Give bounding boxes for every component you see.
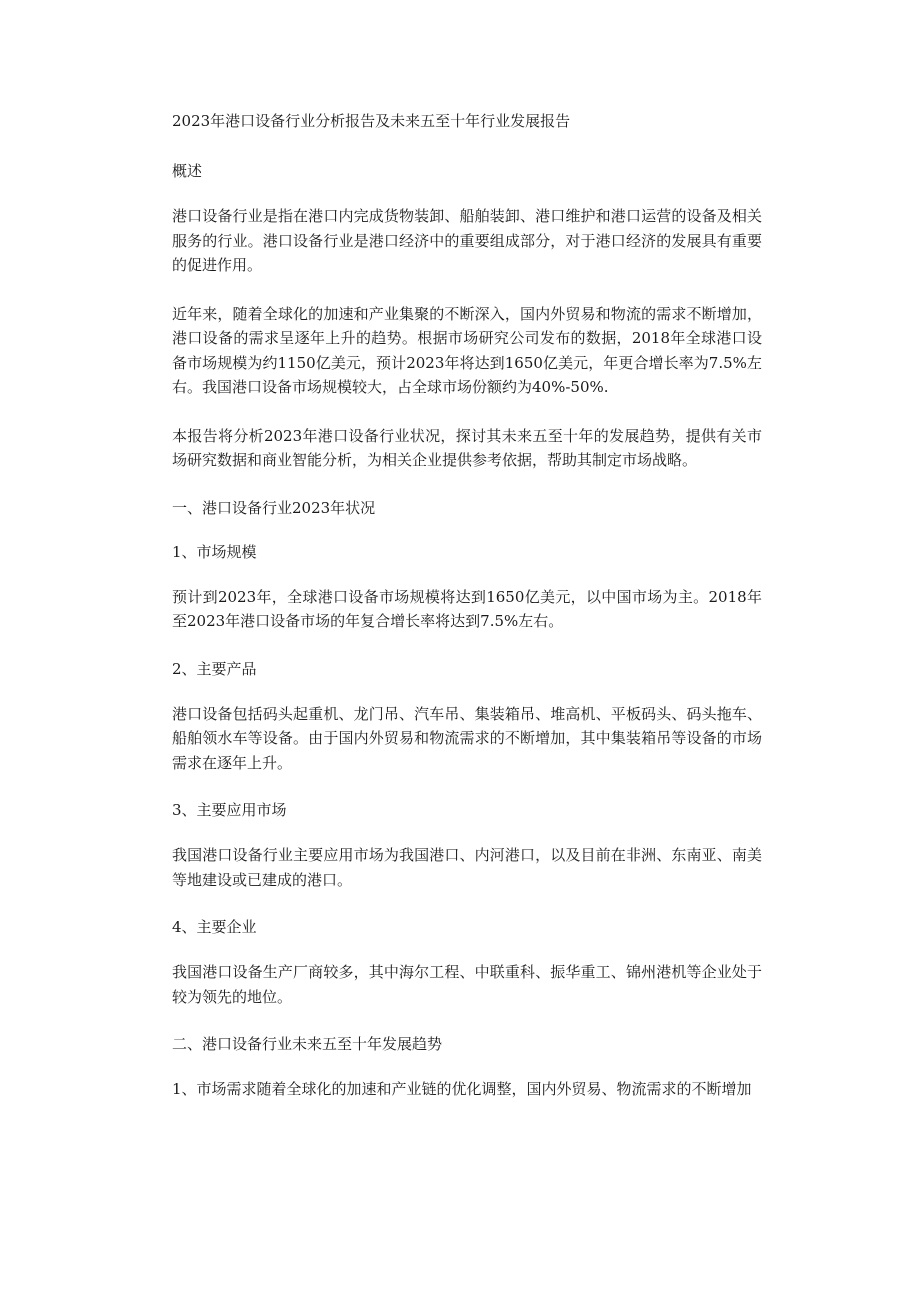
application-market-paragraph: 我国港口设备行业主要应用市场为我国港口、内河港口，以及目前在非洲、东南亚、南美等地建设或已建成的港口。 [172, 846, 762, 889]
main-companies-paragraph: 我国港口设备生产厂商较多，其中海尔工程、中联重科、振华重工、锦州港机等企业处于较为领先的地位。 [172, 963, 762, 1006]
market-demand-paragraph: 1、市场需求随着全球化的加速和产业链的优化调整，国内外贸易、物流需求的不断增加 [172, 1080, 752, 1098]
overview-paragraph-3: 本报告将分析2023年港口设备行业状况，探讨其未来五至十年的发展趋势，提供有关市场研究数据和商业智能分析，为相关企业提供参考依据，帮助其制定市场战略。 [172, 426, 762, 469]
market-size-paragraph: 预计到2023年，全球港口设备市场规模将达到1650亿美元，以中国市场为主。2018年至2023年港口设备市场的年复合增长率将达到7.5%左右。 [172, 587, 762, 630]
document-title: 2023年港口设备行业分析报告及未来五至十年行业发展报告 [172, 112, 571, 130]
section-1-heading: 一、港口设备行业2023年状况 [172, 498, 376, 517]
overview-paragraph-2: 近年来，随着全球化的加速和产业集聚的不断深入，国内外贸易和物流的需求不断增加，港口设备的需求呈逐年上升的趋势。根据市场研究公司发布的数据，2018年全球港口设备市场规模为约1150亿美元，预计2023年将达到1650亿美元，年更合增长率为7.5%左右。我国港口设备市场规模较大，占全球市场份额约为40%-50%. [172, 304, 762, 396]
document-page [172, 110, 762, 1126]
overview-heading: 概述 [172, 162, 203, 180]
market-size-heading: 1、市场规模 [172, 542, 257, 561]
main-companies-heading: 4、主要企业 [172, 918, 257, 936]
main-products-paragraph: 港口设备包括码头起重机、龙门吊、汽车吊、集装箱吊、堆高机、平板码头、码头拖车、船舶领水车等设备。由于国内外贸易和物流需求的不断增加，其中集装箱吊等设备的市场需求在逐年上升。 [172, 704, 762, 772]
main-products-heading: 2、主要产品 [172, 659, 257, 678]
section-2-heading: 二、港口设备行业未来五至十年发展趋势 [172, 1035, 443, 1053]
application-market-heading: 3、主要应用市场 [172, 801, 287, 819]
overview-paragraph-1: 港口设备行业是指在港口内完成货物装卸、船舶装卸、港口维护和港口运营的设备及相关服务的行业。港口设备行业是港口经济中的重要组成部分，对于港口经济的发展具有重要的促进作用。 [172, 207, 762, 274]
